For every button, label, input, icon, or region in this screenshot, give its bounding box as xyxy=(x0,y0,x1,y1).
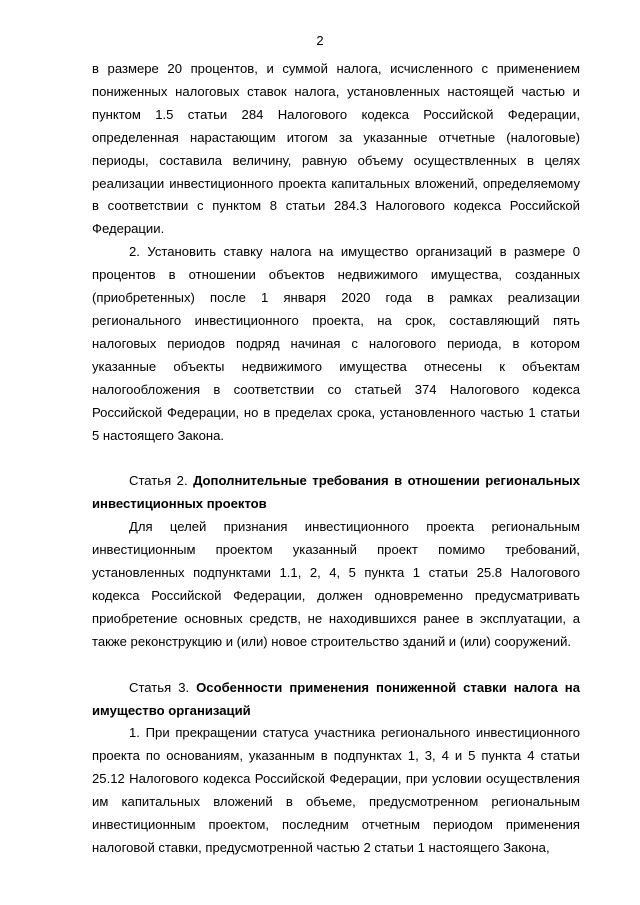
article-2-title: Дополнительные требования в отношении региональных инвестиционных проектов xyxy=(92,473,580,512)
paragraph-2: 2. Установить ставку налога на имущество организаций в размере 0 процентов в отношении объектов недвижимого имущества, созданных (приобретенных) после 1 января 2020 года в рамках реализации регионального инвестиционного проекта, на срок, составляющий пять налоговых периодов подряд начиная с налогового периода, в котором указанные объекты недвижимого имущества отнесены к объектам налогообложения в соответствии со статьей 374 Налогового кодекса Российской Федерации, но в пределах срока, установленного частью 1 статьи 5 настоящего Закона. xyxy=(92,244,580,443)
article-2-heading xyxy=(92,470,580,516)
paragraph-continued: в размере 20 процентов, и суммой налога, исчисленного с применением пониженных налоговых ставок налога, установленных настоящей частью и пунктом 1.5 статьи 284 Налогового кодекса Российской Федерации, определенная нарастающим итогом за указанные отчетные (налоговые) периоды, составила величину, равную объему осуществленных в целях реализации инвестиционного проекта капитальных вложений, определяемому в соответствии с пунктом 8 статьи 284.3 Налогового кодекса Российской Федерации. xyxy=(92,61,580,237)
article-3-label: Статья 3. xyxy=(129,679,190,695)
page-number: 2 xyxy=(316,33,324,48)
article-3-title: Особенности применения пониженной ставки налога на имущество организаций xyxy=(92,679,581,718)
article-2-label: Статья 2. xyxy=(129,473,188,489)
article-3-heading xyxy=(92,677,580,723)
article-2-body: Для целей признания инвестиционного проекта региональным инвестиционным проектом указанный проект помимо требований, установленных подпунктами 1.1, 2, 4, 5 пункта 1 статьи 25.8 Налогового кодекса Российской Федерации, должен одновременно предусматривать приобретение основных средств, не находившихся ранее в эксплуатации, а также реконструкцию и (или) новое строительство зданий и (или) сооружений. xyxy=(92,519,580,649)
article-3-body: 1. При прекращении статуса участника регионального инвестиционного проекта по основаниям, указанным в подпунктах 1, 3, 4 и 5 пункта 4 статьи 25.12 Налогового кодекса Российской Федерации, при условии осуществления им капитальных вложений в объеме, предусмотренном региональным инвестиционным проектом, последним отчетным периодом применения налоговой ставки, предусмотренной частью 2 статьи 1 настоящего Закона, xyxy=(92,725,580,855)
document-body xyxy=(92,58,580,860)
